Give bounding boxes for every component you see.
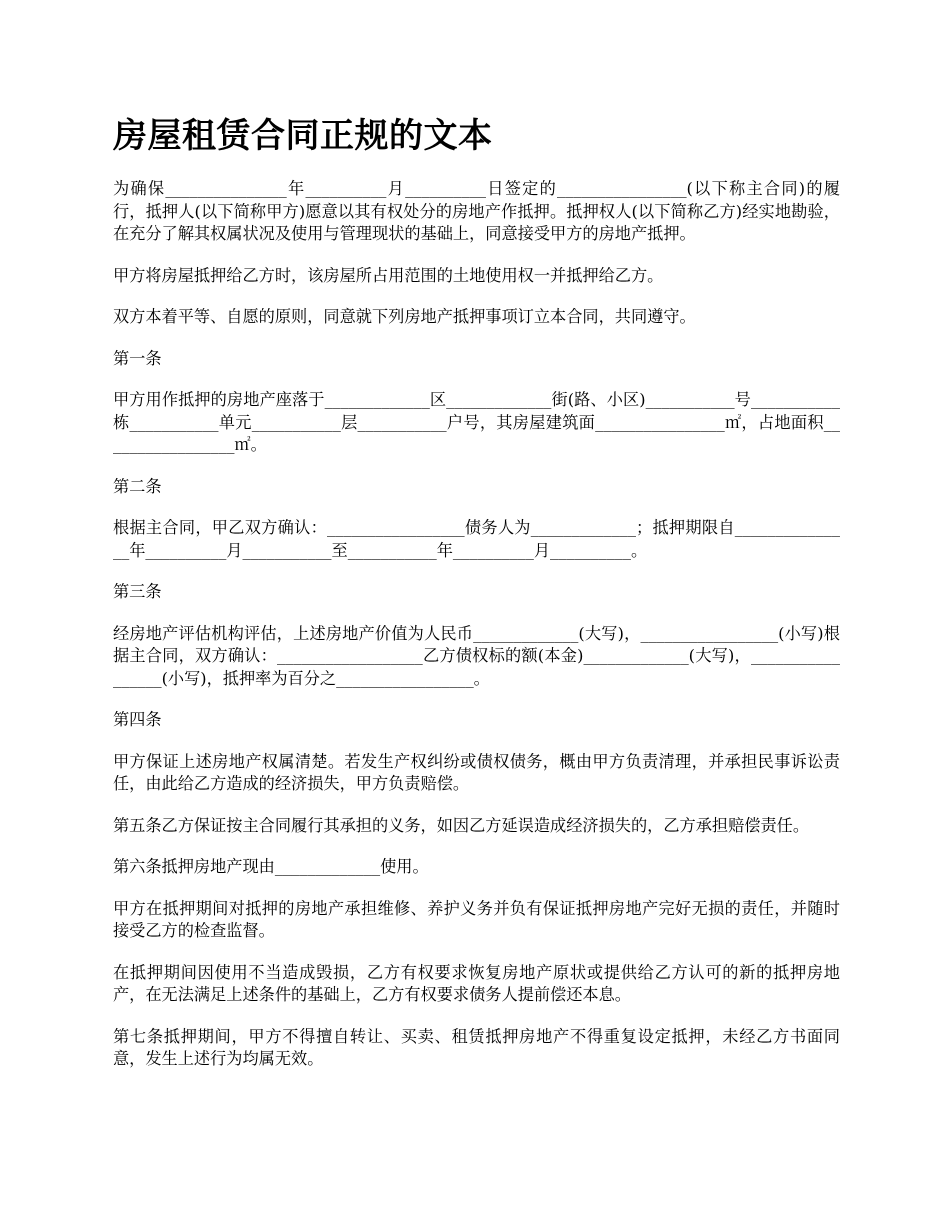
article-3-heading: 第三条 [113,582,162,601]
damage-paragraph: 在抵押期间因使用不当造成毁损，乙方有权要求恢复房地产原状或提供给乙方认可的新的抵押房地产，在无法满足上述条件的基础上，乙方有权要求债务人提前偿还本息。 [113,962,840,1004]
article-2-heading: 第二条 [113,476,162,496]
maintenance-paragraph: 甲方在抵押期间对抵押的房地产承担维修、养护义务并负有保证抵押房地产完好无损的责任，并随时接受乙方的检查监督。 [113,898,840,940]
article-7-paragraph: 第七条抵押期间，甲方不得擅自转让、买卖、租赁抵押房地产不得重复设定抵押，未经乙方书面同意，发生上述行为均属无效。 [113,1026,840,1068]
article-4-body: 甲方保证上述房地产权属清楚。若发生产权纠纷或债权债务，概由甲方负责清理，并承担民事诉讼责任，由此给乙方造成的经济损失，甲方负责赔偿。 [113,751,840,793]
document-page [113,112,840,1090]
article-1-heading: 第一条 [113,348,162,368]
principle-paragraph: 双方本着平等、自愿的原则，同意就下列房地产抵押事项订立本合同，共同遵守。 [113,307,696,326]
intro-paragraph: 为确保_______________年__________月__________日签定的________________(以下称主合同)的履行，抵押人(以下简称甲方)愿意以其有权处分的房地产作抵押。抵押权人(以下简称乙方)经实地勘验，在充分了解其权属状况及使用与管理现状的基础上，同意接受甲方的房地产抵押。 [113,179,840,243]
article-4-heading: 第四条 [113,710,162,729]
land-use-paragraph: 甲方将房屋抵押给乙方时，该房屋所占用范围的土地使用权一并抵押给乙方。 [113,265,664,285]
document-title: 房屋租赁合同正规的文本 [113,116,493,156]
article-6-paragraph: 第六条抵押房地产现由_____________使用。 [113,857,429,876]
article-1-body: 甲方用作抵押的房地产座落于_____________区_____________街(路、小区)___________号___________栋___________单元___________层___________户号，其房屋建筑面________________㎡，占地面积_________________㎡。 [113,390,840,454]
article-5-paragraph: 第五条乙方保证按主合同履行其承担的义务，如因乙方延误造成经济损失的，乙方承担赔偿责任。 [113,815,810,835]
article-2-body: 根据主合同，甲乙双方确认：_________________债务人为_____________；抵押期限自_______________年__________月___________至___________年__________月__________。 [113,518,840,560]
article-3-body: 经房地产评估机构评估，上述房地产价值为人民币_____________(大写)，_________________(小写)根据主合同，双方确认：__________________乙方债权标的额(本金)_____________(大写)，_________________(小写)，抵押率为百分之_________________。 [113,623,840,688]
